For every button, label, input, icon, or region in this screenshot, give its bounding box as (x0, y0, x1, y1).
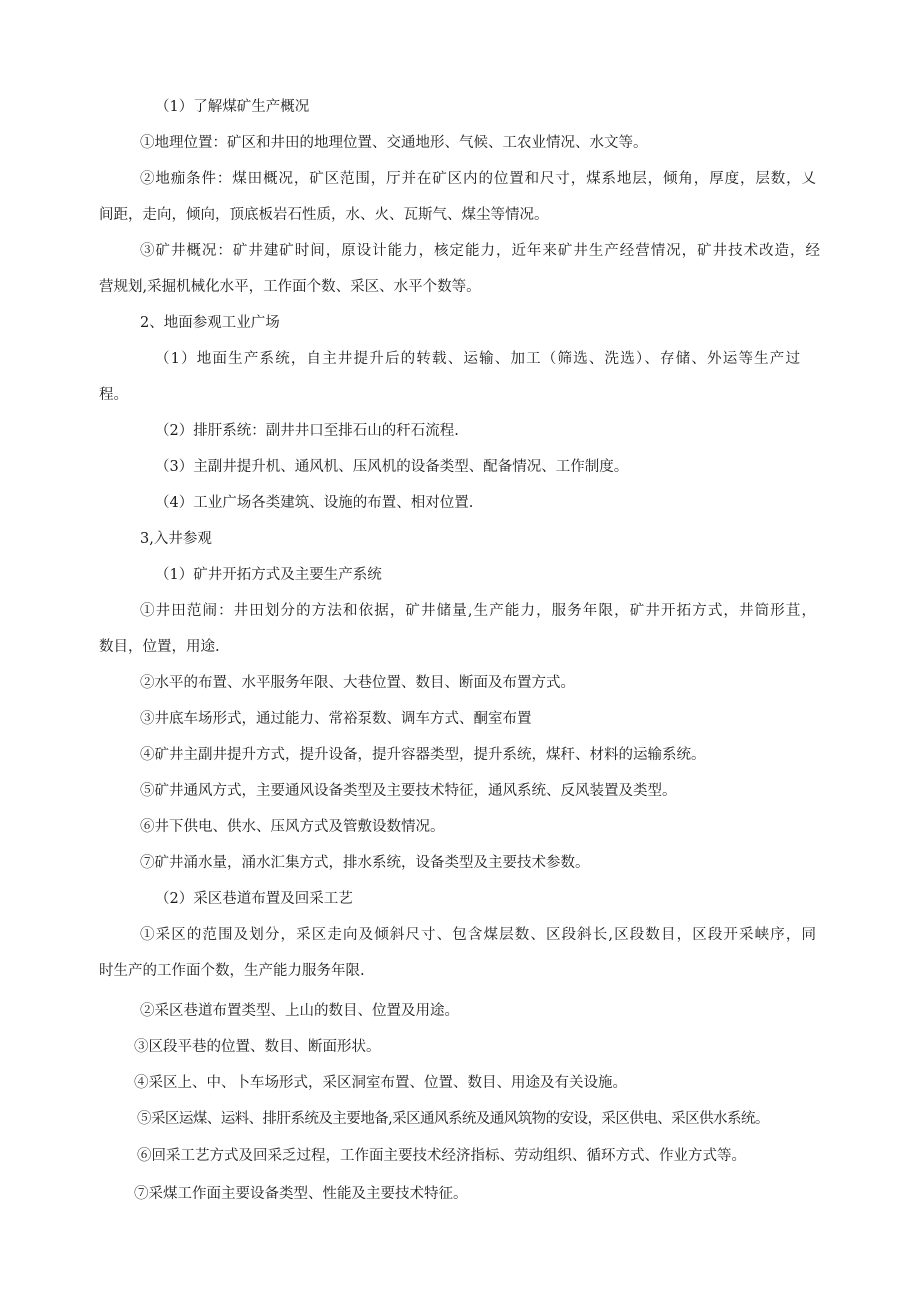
subheading: （2）采区巷道布置及回采工艺 (155, 891, 353, 907)
paragraph-line: ③区段平巷的位置、数目、断面形状。 (134, 1039, 381, 1055)
paragraph-line: ⑤采区运煤、运料、排肝系统及主要地备,采区通风系统及通风筑物的安设，采区供电、采区供水系统。 (137, 1111, 769, 1127)
section-heading: 3,入井参观 (140, 531, 212, 547)
paragraph-line: ②采区巷道布置类型、上山的数目、位置及用途。 (140, 1003, 459, 1019)
paragraph-line: ①采区的范围及划分，采区走向及倾斜尺寸、包含煤层数、区段斜长,区段数目，区段开采峡序，同 (140, 927, 816, 943)
paragraph-line: （4）工业广场各类建筑、设施的布置、相对位置. (155, 495, 474, 511)
section-heading: 2、地面参观工业广场 (140, 315, 280, 331)
paragraph-line: ⑦矿井涌水量，涌水汇集方式，排水系统，设备类型及主要技术参数。 (140, 855, 590, 871)
paragraph-line: 程。 (99, 387, 128, 403)
paragraph-line: ①井田范闹：井田划分的方法和依据，矿井储量,生产能力，服务年限，矿井开拓方式，井筒形苴， (140, 603, 816, 619)
paragraph-line: ④矿井主副井提升方式，提升设备，提升容器类型，提升系统，煤秆、材料的运输系统。 (140, 747, 706, 763)
paragraph-line: ②地痂条件：煤田概况，矿区范围，厅并在矿区内的位置和尺寸，煤系地层，倾角，厚度，层数，乂 (140, 171, 816, 187)
paragraph-line: 间距，走向，倾向，顶底板岩石性质，水、火、瓦斯气、煤尘等情况。 (99, 207, 549, 223)
paragraph-line: （2）排肝系统：副井井口至排石山的秆石流程. (155, 423, 459, 439)
paragraph-line: 营规划,采掘机械化水平，工作面个数、采区、水平个数等。 (99, 279, 481, 295)
paragraph-line: ⑦采煤工作面主要设备类型、性能及主要技术特征。 (134, 1186, 468, 1202)
paragraph-line: ⑥井下供电、供水、压风方式及管敷设数情况。 (140, 819, 445, 835)
paragraph-line: （1）地面生产系统，自主井提升后的转载、运输、加工（筛选、洗选）、存储、外运等生产过 (155, 351, 800, 367)
paragraph-line: 时生产的工作面个数，生产能力服务年限. (99, 963, 365, 979)
paragraph-line: 数目，位置，用途. (99, 639, 220, 655)
paragraph-line: ①地理位置：矿区和井田的地理位置、交通地形、气候、工农业情况、水文等。 (140, 135, 648, 151)
paragraph-line: ④采区上、中、卜车场形式，采区洞室布置、位置、数目、用途及有关设施。 (134, 1075, 627, 1091)
subheading: （1）矿井开拓方式及主要生产系统 (155, 567, 382, 583)
paragraph-line: （3）主副井提升机、通风机、压风机的设备类型、配备情况、工作制度。 (155, 459, 629, 475)
subheading: （1）了解煤矿生产概况 (155, 99, 310, 115)
paragraph-line: ②水平的布置、水平服务年限、大巷位置、数目、断面及布置方式。 (140, 675, 575, 691)
paragraph-line: ③井底车场形式，通过能力、常裕泵数、调车方式、酮室布置 (140, 711, 532, 727)
paragraph-line: ③矿井概况：矿井建矿时间，原设计能力，核定能力，近年来矿井生产经营情况，矿井技术改造，经 (140, 243, 820, 259)
paragraph-line: ⑥回采工艺方式及回采乏过程，工作面主要技术经济指标、劳动组织、循环方式、作业方式等。 (137, 1148, 746, 1164)
paragraph-line: ⑤矿井通风方式，主要通风设备类型及主要技术特征，通风系统、反风装置及类型。 (140, 783, 677, 799)
